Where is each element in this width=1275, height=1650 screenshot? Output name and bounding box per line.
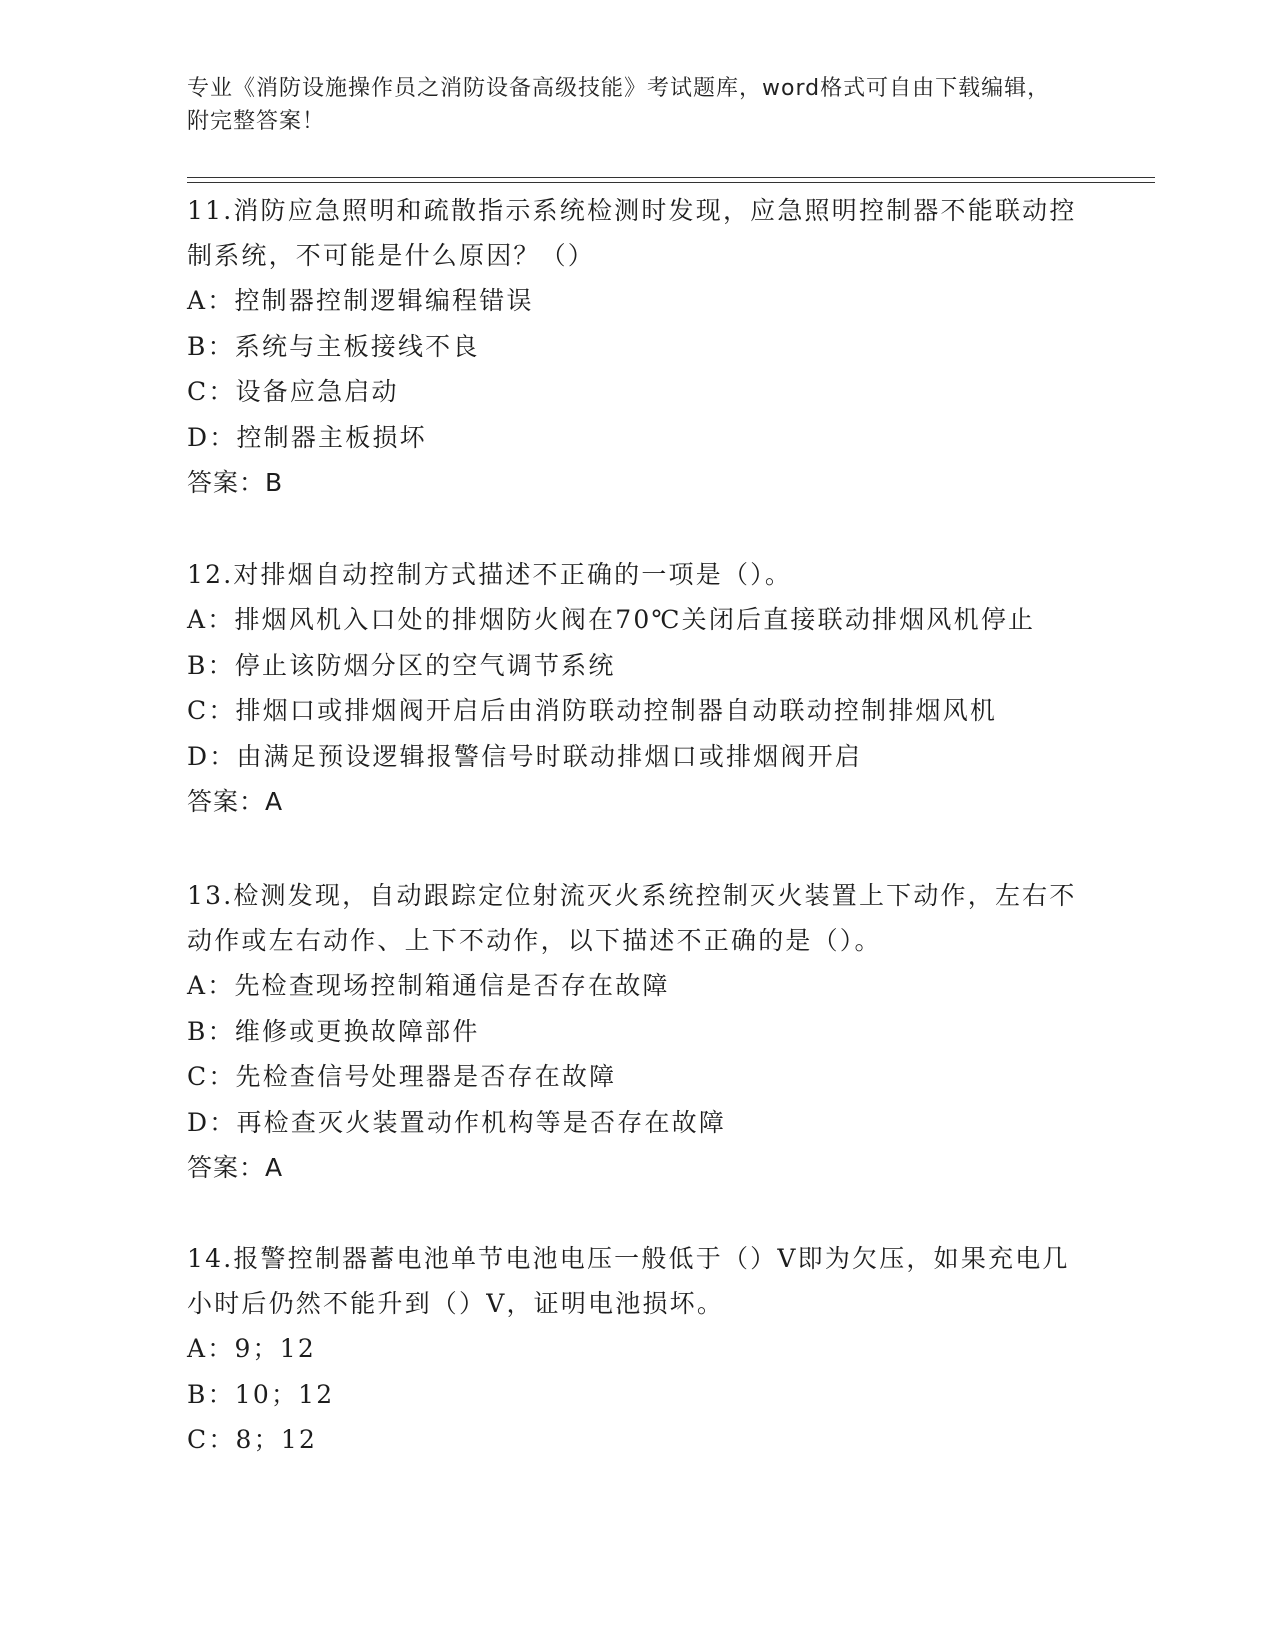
question-11 xyxy=(187,188,1087,505)
question-13 xyxy=(187,873,1087,1190)
answer: 答案：A xyxy=(187,1153,284,1182)
question-stem: 14.报警控制器蓄电池单节电池电压一般低于（）V即为欠压，如果充电几小时后仍然不能升到（）V，证明电池损坏。 xyxy=(187,1244,1070,1318)
question-stem: 12.对排烟自动控制方式描述不正确的一项是（）。 xyxy=(187,560,793,589)
answer: 答案：A xyxy=(187,787,284,816)
header-divider-top xyxy=(187,177,1155,178)
option-d: D：由满足预设逻辑报警信号时联动排烟口或排烟阀开启 xyxy=(187,741,863,771)
header-divider-bottom xyxy=(187,182,1155,183)
document-header: 专业《消防设施操作员之消防设备高级技能》考试题库，word格式可自由下载编辑，附完整答案！ xyxy=(187,76,1051,134)
option-b: B：10；12 xyxy=(187,1379,335,1409)
option-b: B：系统与主板接线不良 xyxy=(187,331,480,361)
option-d: D：再检查灭火装置动作机构等是否存在故障 xyxy=(187,1107,727,1137)
option-c: C：8；12 xyxy=(187,1425,318,1454)
question-stem: 11.消防应急照明和疏散指示系统检测时发现，应急照明控制器不能联动控制系统，不可能是什么原因？（） xyxy=(187,196,1077,270)
option-c: C：先检查信号处理器是否存在故障 xyxy=(187,1062,617,1091)
question-stem: 13.检测发现，自动跟踪定位射流灭火系统控制灭火装置上下动作，左右不动作或左右动作、上下不动作，以下描述不正确的是（）。 xyxy=(187,881,1077,955)
question-14 xyxy=(187,1236,1087,1463)
option-a: A：控制器控制逻辑编程错误 xyxy=(187,286,534,315)
option-b: B：停止该防烟分区的空气调节系统 xyxy=(187,650,616,680)
answer: 答案：B xyxy=(187,468,284,497)
option-d: D：控制器主板损坏 xyxy=(187,422,427,452)
option-c: C：排烟口或排烟阀开启后由消防联动控制器自动联动控制排烟风机 xyxy=(187,696,998,725)
option-a: A：先检查现场控制箱通信是否存在故障 xyxy=(187,971,670,1000)
question-12 xyxy=(187,552,1087,824)
option-a: A：排烟风机入口处的排烟防火阀在70℃关闭后直接联动排烟风机停止 xyxy=(187,605,1036,634)
option-a: A：9；12 xyxy=(187,1334,316,1363)
option-c: C：设备应急启动 xyxy=(187,377,399,406)
option-b: B：维修或更换故障部件 xyxy=(187,1016,480,1046)
